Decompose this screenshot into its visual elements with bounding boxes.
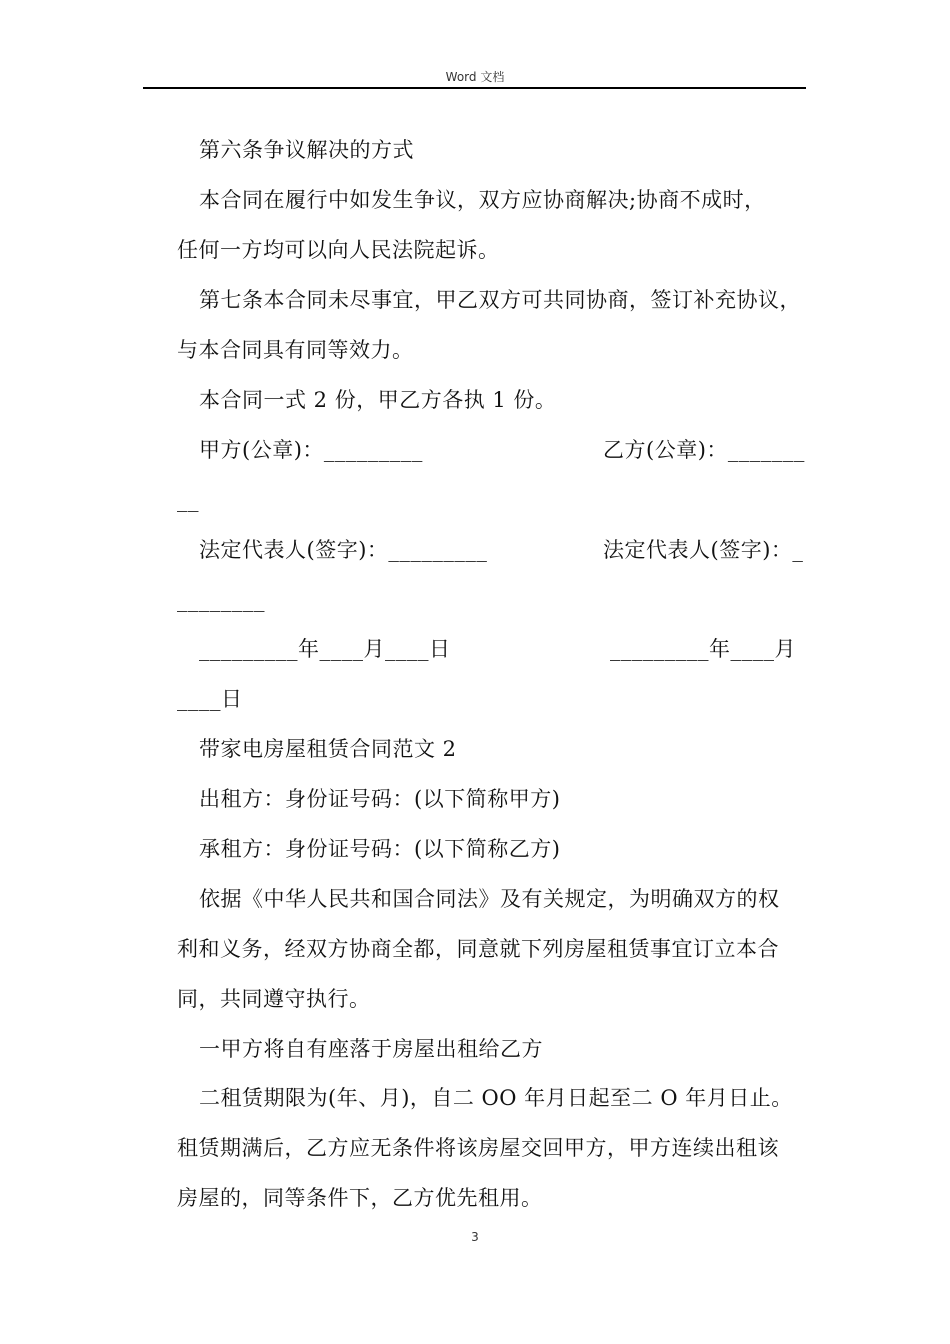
paragraph-line: 租赁期满后，乙方应无条件将该房屋交回甲方，甲方连续出租该 xyxy=(177,1136,779,1160)
clause-2: 二租赁期限为(年、月)，自二 OO 年月日起至二 O 年月日止。 xyxy=(199,1086,793,1110)
paragraph-line: 本合同一式 2 份，甲乙方各执 1 份。 xyxy=(199,388,557,412)
clause-1: 一甲方将自有座落于房屋出租给乙方 xyxy=(199,1037,543,1061)
party-a-representative: 法定代表人(签字)：_________ xyxy=(199,538,488,562)
page-number: 3 xyxy=(471,1230,479,1244)
lessor-line: 出租方：身份证号码：(以下简称甲方) xyxy=(199,787,561,811)
party-b-date: _________年____月 xyxy=(610,637,796,661)
paragraph-line: 利和义务，经双方协商全都，同意就下列房屋租赁事宜订立本合 xyxy=(177,937,779,961)
paragraph-line: 本合同在履行中如发生争议，双方应协商解决;协商不成时， xyxy=(199,188,766,212)
party-b-representative-continued: ________ xyxy=(177,588,265,612)
party-b-seal: 乙方(公章)：_______ xyxy=(603,438,805,462)
party-a-date: _________年____月____日 xyxy=(199,637,451,661)
section-title: 带家电房屋租赁合同范文 2 xyxy=(199,737,457,761)
party-a-seal: 甲方(公章)：_________ xyxy=(199,438,423,462)
paragraph-line: 依据《中华人民共和国合同法》及有关规定，为明确双方的权 xyxy=(199,887,780,911)
paragraph-line: 第七条本合同未尽事宜，甲乙双方可共同协商，签订补充协议， xyxy=(199,288,801,312)
paragraph-line: 同，共同遵守执行。 xyxy=(177,987,371,1011)
paragraph-line: 与本合同具有同等效力。 xyxy=(177,338,414,362)
paragraph-line: 房屋的，同等条件下，乙方优先租用。 xyxy=(177,1186,543,1210)
lessee-line: 承租方：身份证号码：(以下简称乙方) xyxy=(199,837,561,861)
party-b-representative: 法定代表人(签字)：_ xyxy=(603,538,804,562)
article-6-heading: 第六条争议解决的方式 xyxy=(199,138,414,162)
paragraph-line: 任何一方均可以向人民法院起诉。 xyxy=(177,238,500,262)
party-b-seal-continued: __ xyxy=(177,488,199,512)
party-b-date-continued: ____日 xyxy=(177,687,243,711)
header-rule xyxy=(143,87,806,89)
header-title: Word 文档 xyxy=(445,70,505,84)
